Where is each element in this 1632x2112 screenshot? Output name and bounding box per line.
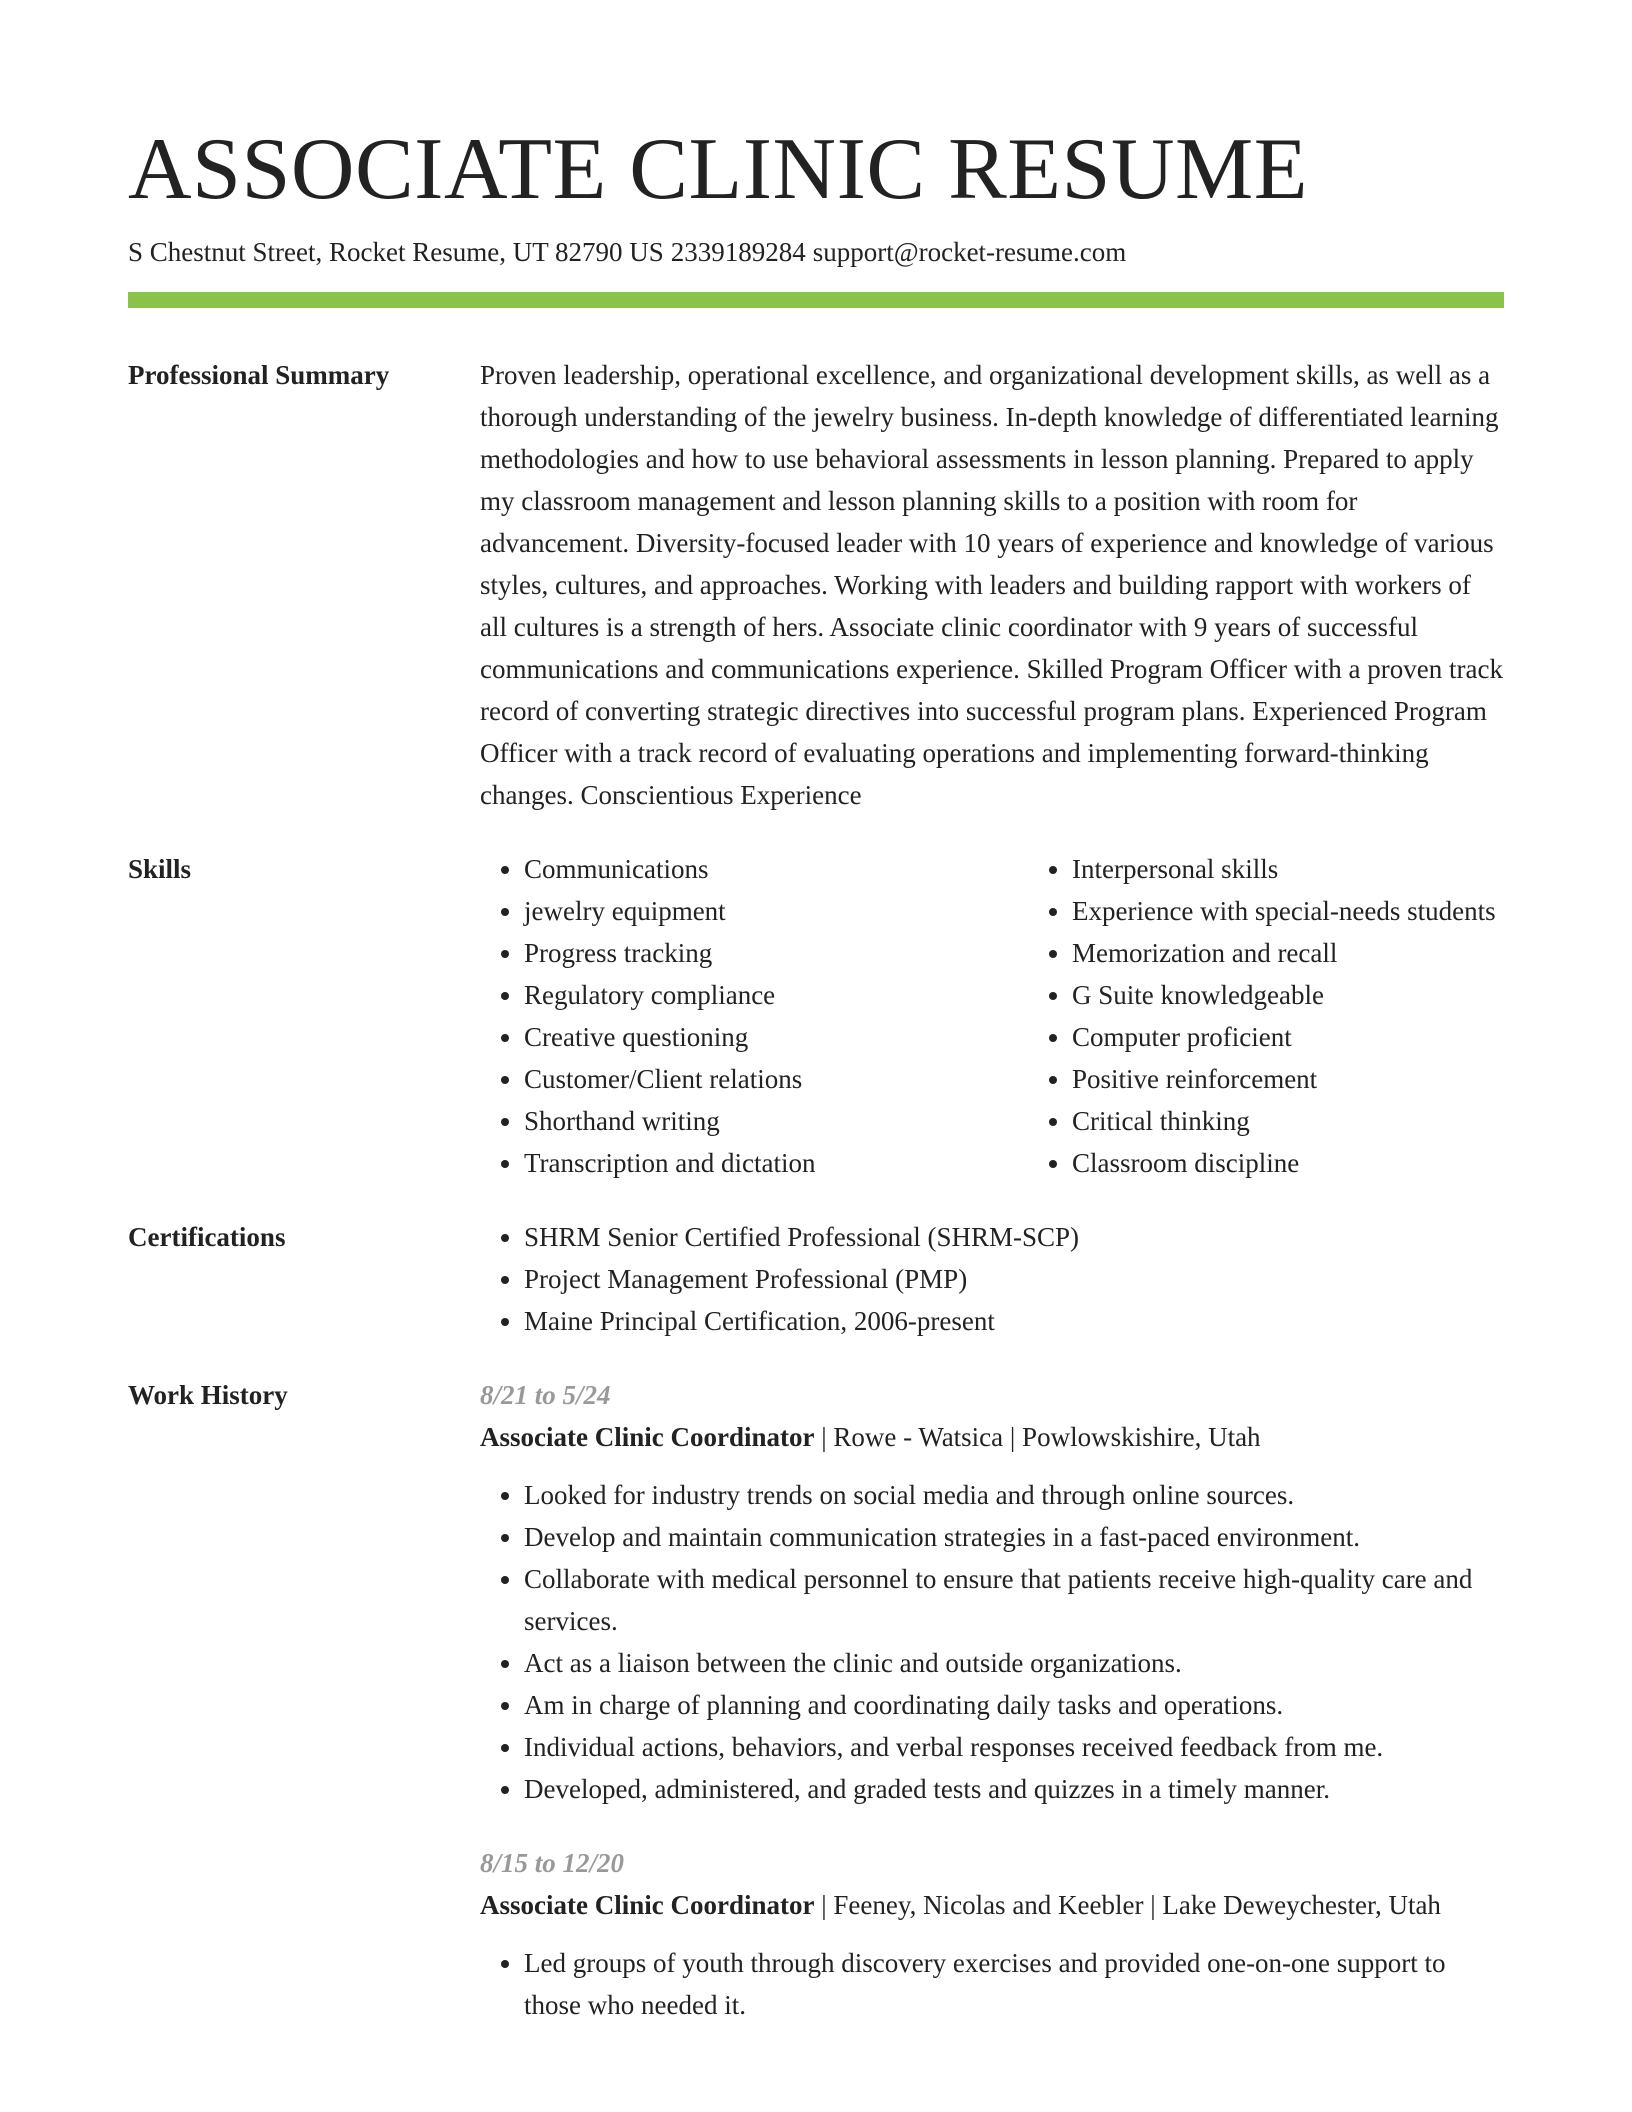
work-history-body bbox=[480, 1374, 1504, 2026]
job-bullets bbox=[480, 1942, 1504, 2026]
certification-item: • Maine Principal Certification, 2006-present bbox=[524, 1300, 1504, 1342]
contact-phone: 2339189284 bbox=[670, 237, 806, 267]
skill-item: • Computer proficient bbox=[1072, 1016, 1576, 1058]
job-heading bbox=[480, 1416, 1504, 1458]
job-bullet: • Act as a liaison between the clinic and outside organizations. bbox=[524, 1642, 1504, 1684]
skill-item: • Shorthand writing bbox=[524, 1100, 1028, 1142]
job-bullet: • Am in charge of planning and coordinating daily tasks and operations. bbox=[524, 1684, 1504, 1726]
section-heading: Professional Summary bbox=[128, 360, 390, 390]
summary-text: Proven leadership, operational excellence, and organizational development skills, as well as a thorough understanding of the jewelry business. In-depth knowledge of differentiated learning methodologies and how to use behavioral assessments in lesson planning. Prepared to apply my classroom management and lesson planning skills to a position with room for advancement. Diversity-focused leader with 10 years of experience and knowledge of various styles, cultures, and approaches. Working with leaders and building rapport with workers of all cultures is a strength of hers. Associate clinic coordinator with 9 years of successful communications and communications experience. Skilled Program Officer with a proven track record of converting strategic directives into successful program plans. Experienced Program Officer with a track record of evaluating operations and implementing forward-thinking changes. Conscientious Experience bbox=[480, 360, 1503, 810]
skill-item: • Memorization and recall bbox=[1072, 932, 1576, 974]
skill-item: • Experience with special-needs students bbox=[1072, 890, 1576, 932]
job-entry bbox=[480, 1374, 1504, 1810]
work-history-section bbox=[128, 1374, 1504, 2026]
skill-item: • Progress tracking bbox=[524, 932, 1028, 974]
skills-list-right bbox=[1028, 848, 1576, 1184]
job-date: 8/15 to 12/20 bbox=[480, 1848, 625, 1878]
job-bullet: • Develop and maintain communication strategies in a fast-paced environment. bbox=[524, 1516, 1504, 1558]
job-bullet: • Led groups of youth through discovery exercises and provided one-on-one support to those who needed it. bbox=[524, 1942, 1504, 2026]
summary-body bbox=[480, 354, 1504, 816]
skills-section bbox=[128, 848, 1504, 1184]
job-entry bbox=[480, 1842, 1504, 2026]
certifications-section bbox=[128, 1216, 1504, 1342]
job-bullet: • Looked for industry trends on social media and through online sources. bbox=[524, 1474, 1504, 1516]
job-date: 8/21 to 5/24 bbox=[480, 1380, 611, 1410]
contact-email: support@rocket-resume.com bbox=[812, 237, 1127, 267]
certification-item: • SHRM Senior Certified Professional (SHRM-SCP) bbox=[524, 1216, 1504, 1258]
resume-title: ASSOCIATE CLINIC RESUME bbox=[128, 121, 1309, 218]
section-heading: Certifications bbox=[128, 1222, 286, 1252]
contact-address: S Chestnut Street, Rocket Resume, UT 82790 US bbox=[128, 237, 664, 267]
section-heading: Work History bbox=[128, 1380, 288, 1410]
section-heading: Skills bbox=[128, 854, 192, 884]
header-divider bbox=[128, 292, 1504, 308]
skill-item: • Transcription and dictation bbox=[524, 1142, 1028, 1184]
skill-item: • Creative questioning bbox=[524, 1016, 1028, 1058]
job-details: | Feeney, Nicolas and Keebler | Lake Deweychester, Utah bbox=[814, 1890, 1441, 1920]
summary-section bbox=[128, 354, 1504, 816]
job-title: Associate Clinic Coordinator bbox=[480, 1422, 815, 1452]
job-heading bbox=[480, 1884, 1504, 1926]
job-details: | Rowe - Watsica | Powlowskishire, Utah bbox=[814, 1422, 1261, 1452]
skills-grid bbox=[480, 848, 1576, 1184]
job-bullet: • Individual actions, behaviors, and verbal responses received feedback from me. bbox=[524, 1726, 1504, 1768]
skill-item: • Classroom discipline bbox=[1072, 1142, 1576, 1184]
job-bullet: • Developed, administered, and graded tests and quizzes in a timely manner. bbox=[524, 1768, 1504, 1810]
skill-item: • Critical thinking bbox=[1072, 1100, 1576, 1142]
job-bullet: • Collaborate with medical personnel to ensure that patients receive high-quality care and services. bbox=[524, 1558, 1504, 1642]
job-bullets bbox=[480, 1474, 1504, 1810]
skill-item: • Regulatory compliance bbox=[524, 974, 1028, 1016]
skill-item: • G Suite knowledgeable bbox=[1072, 974, 1576, 1016]
certifications-body bbox=[480, 1216, 1504, 1342]
certification-item: • Project Management Professional (PMP) bbox=[524, 1258, 1504, 1300]
skill-item: • jewelry equipment bbox=[524, 890, 1028, 932]
skill-item: • Communications bbox=[524, 848, 1028, 890]
skill-item: • Customer/Client relations bbox=[524, 1058, 1028, 1100]
skills-list-left bbox=[480, 848, 1028, 1184]
skill-item: • Positive reinforcement bbox=[1072, 1058, 1576, 1100]
job-title: Associate Clinic Coordinator bbox=[480, 1890, 815, 1920]
skill-item: • Interpersonal skills bbox=[1072, 848, 1576, 890]
certifications-list bbox=[480, 1216, 1504, 1342]
contact-line bbox=[128, 232, 1504, 272]
